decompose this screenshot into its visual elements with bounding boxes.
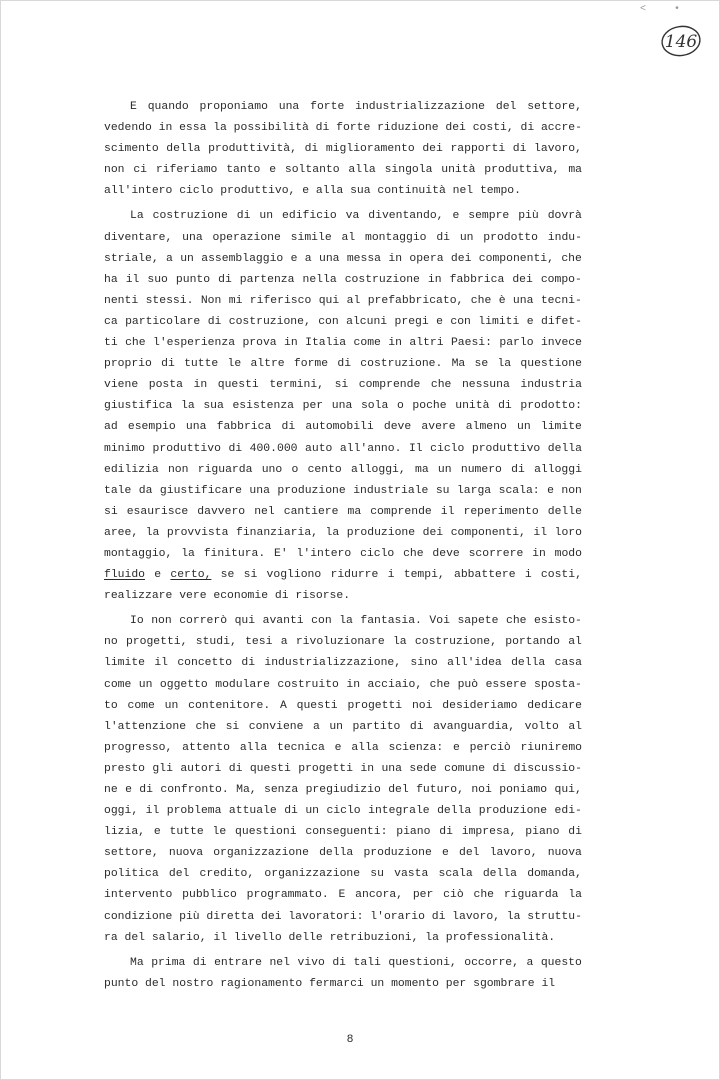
text-line: intervento pubblico programmato. E ancora, per ciò che riguarda la	[104, 889, 582, 902]
text-line: ne e di confronto. Ma, senza pregiudizio del futuro, noi poniamo qui,	[104, 784, 582, 796]
text-line: vedendo in essa la possibilità di forte riduzione dei costi, di accre-	[104, 122, 582, 135]
stamp-number: 146	[664, 32, 698, 52]
text-line: edilizia non riguarda uno o cento alloggi, ma un numero di alloggi	[104, 463, 582, 476]
text-line: nenti stessi. Non mi riferisco qui al prefabbricato, che è una tecni-	[104, 294, 582, 307]
text-line: scimento della produttività, di miglioramento dei rapporti di lavoro,	[104, 143, 582, 156]
top-mark: <	[640, 4, 675, 15]
text-line: diventare, una operazione simile al montaggio di un prodotto indu-	[104, 231, 582, 244]
text-line: presto gli autori di questi progetti in una sede comune di discussio-	[104, 762, 582, 775]
paragraph	[104, 611, 582, 949]
top-marks	[640, 4, 708, 15]
text-line: ad esempio una fabbrica di automobili deve avere almeno un limite	[104, 421, 582, 434]
text-line: no progetti, studi, tesi a rivoluzionare la costruzione, portando al	[104, 636, 582, 649]
text-line: non ci riferiamo tanto e soltanto alla singola unità produttiva, ma	[104, 164, 582, 177]
text-line: fluido e certo, se si vogliono ridurre i tempi, abbattere i costi,	[104, 569, 582, 582]
text-line: realizzare vere economie di risorse.	[104, 590, 351, 603]
text-line: La costruzione di un edificio va diventando, e sempre più dovrà	[130, 210, 582, 223]
text-line: condizione più diretta dei lavoratori: l'orario di lavoro, la struttu-	[104, 910, 582, 923]
text-line: ti che l'esperienza prova in Italia come in altri Paesi: parlo invece	[104, 337, 582, 350]
text-line: all'intero ciclo produttivo, e alla sua continuità nel tempo.	[104, 185, 521, 198]
text-line: Io non correrò qui avanti con la fantasia. Voi sapete che esisto-	[130, 615, 582, 628]
text-line: ra del salario, il livello delle retribuzioni, la professionalità.	[104, 931, 556, 944]
text-line: come un oggetto modulare costruito in acciaio, che può essere sposta-	[104, 678, 582, 691]
handwritten-page-stamp	[660, 24, 702, 58]
text-line: aree, la provvista finanziaria, la produzione dei componenti, il loro	[104, 526, 582, 539]
text-line: settore, nuova organizzazione della produzione e del lavoro, nuova	[104, 847, 582, 860]
text-line: si esaurisce davvero nel cantiere ma comprende il reperimento delle	[104, 505, 582, 518]
text-line: l'attenzione che si conviene a un partito di avanguardia, volto al	[104, 720, 582, 733]
text-line: politica del credito, organizzazione su vasta scala della domanda,	[104, 868, 582, 881]
document-body	[104, 97, 582, 999]
text-line: to come un contenitore. A questi progetti noi desideriamo dedicare	[104, 699, 582, 712]
text-line: tale da giustificare una produzione industriale su larga scala: e non	[104, 484, 582, 497]
text-line: ca particolare di costruzione, con alcuni pregi e con limiti e difet-	[104, 315, 582, 328]
text-line: punto del nostro ragionamento fermarci un momento per sgombrare il	[104, 977, 556, 990]
text-line: minimo produttivo di 400.000 auto all'anno. Il ciclo produttivo della	[104, 442, 582, 455]
paragraph	[104, 206, 582, 607]
text-line: E quando proponiamo una forte industrializzazione del settore,	[130, 101, 582, 113]
text-line: striale, a un assemblaggio e a una messa in opera dei componenti, che	[104, 252, 582, 265]
text-line: montaggio, la finitura. E' l'intero ciclo che deve scorrere in modo	[104, 547, 582, 560]
paragraph	[104, 953, 582, 995]
stamp-icon	[660, 24, 702, 58]
paragraph	[104, 97, 582, 202]
text-line: viene posta in questi termini, si comprende che nessuna industria	[104, 379, 582, 392]
text-line: Ma prima di entrare nel vivo di tali questioni, occorre, a questo	[130, 956, 582, 969]
top-mark: •	[674, 4, 709, 15]
text-line: giustifica la sua esistenza per una sola o poche unità di prodotto:	[104, 400, 582, 413]
text-line: proprio di tutte le altre forme di costruzione. Ma se la questione	[104, 358, 582, 371]
text-line: limite il concetto di industrializzazione, sino all'idea della casa	[104, 657, 582, 670]
text-line: ha il suo punto di partenza nella costruzione in fabbrica dei compo-	[104, 273, 582, 286]
text-line: progresso, attento alla tecnica e alla scienza: e perciò riuniremo	[104, 741, 582, 754]
page-number: 8	[346, 1034, 354, 1046]
text-line: oggi, il problema attuale di un ciclo integrale della produzione edi-	[104, 805, 582, 818]
text-line: lizia, e tutte le questioni conseguenti: piano di impresa, piano di	[104, 826, 582, 839]
